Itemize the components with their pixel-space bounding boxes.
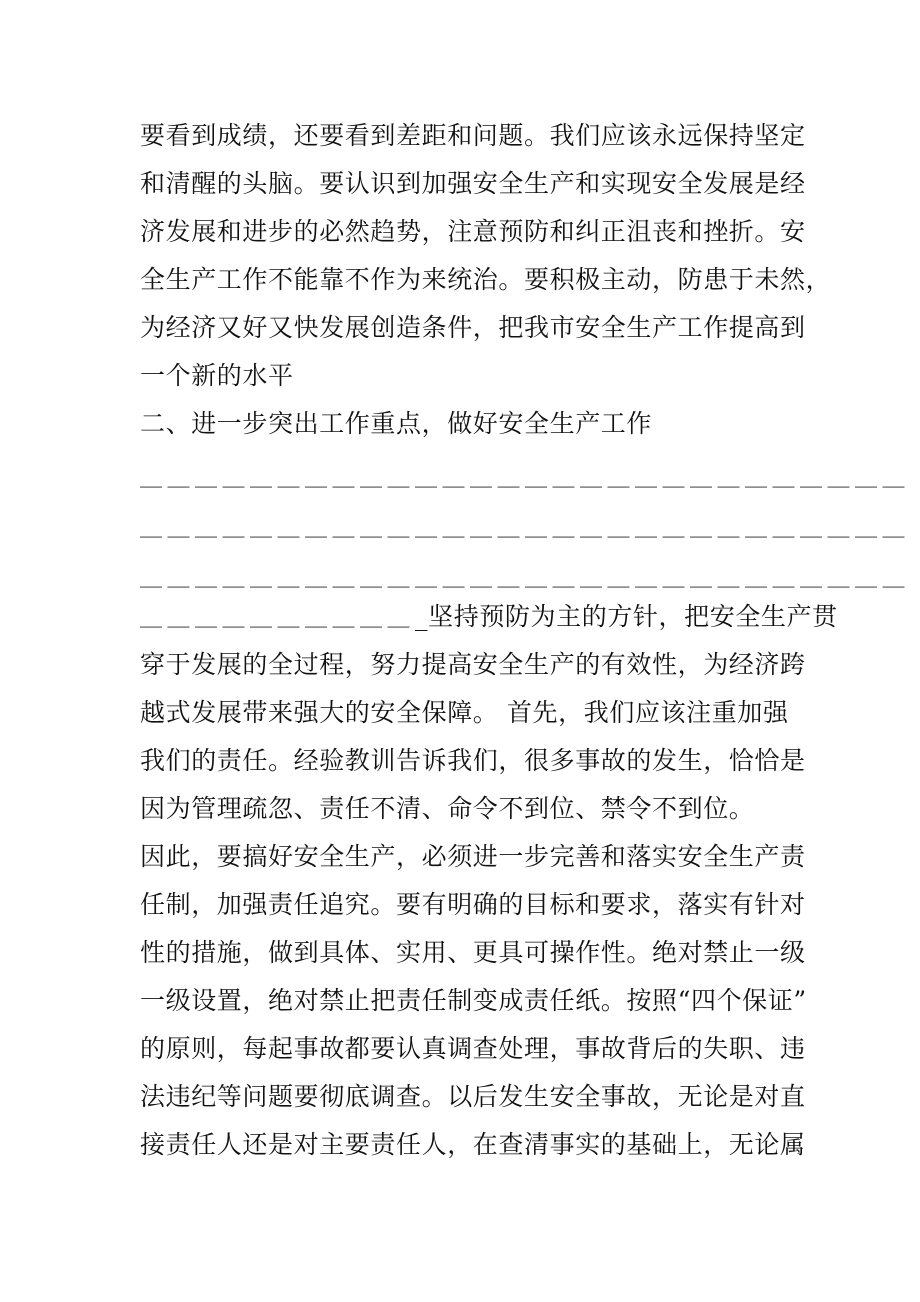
paragraph-line: 性的措施，做到具体、实用、更具可操作性。绝对禁止一级 <box>140 938 806 967</box>
paragraph-line: 的原则，每起事故都要认真调查处理，事故背后的失职、违 <box>140 1034 806 1063</box>
paragraph-line: 和清醒的头脑。要认识到加强安全生产和实现安全发展是经 <box>140 169 806 198</box>
blank-fill-line: ＿＿＿＿＿＿＿＿＿＿＿＿＿＿＿＿＿＿＿＿＿＿＿＿＿＿＿＿ <box>140 516 911 541</box>
paragraph-line: 全生产工作不能靠不作为来统治。要积极主动，防患于未然， <box>140 265 832 294</box>
paragraph-line: 越式发展带来强大的安全保障。 首先，我们应该注重加强 <box>140 698 789 727</box>
paragraph-line: 一级设置，绝对禁止把责任制变成责任纸。按照“四个保证” <box>140 986 807 1015</box>
paragraph-line: 接责任人还是对主要责任人，在查清事实的基础上，无论属 <box>140 1130 806 1159</box>
paragraph-line: 我们的责任。经验教训告诉我们，很多事故的发生，恰恰是 <box>140 746 806 775</box>
blank-fill-dashes: ＿＿＿＿＿＿＿＿＿＿ <box>140 606 416 631</box>
paragraph-line: 任制，加强责任追究。要有明确的目标和要求，落实有针对 <box>140 890 806 919</box>
paragraph-line: 因此，要搞好安全生产，必须进一步完善和落实安全生产责 <box>140 842 806 871</box>
paragraph-line: 因为管理疏忽、责任不清、命令不到位、禁令不到位。 <box>140 794 755 823</box>
blank-fill-line: ＿＿＿＿＿＿＿＿＿＿＿＿＿＿＿＿＿＿＿＿＿＿＿＿＿＿＿＿ <box>140 466 911 491</box>
paragraph-line: 穿于发展的全过程，努力提高安全生产的有效性，为经济跨 <box>140 650 806 679</box>
paragraph-line: 要看到成绩，还要看到差距和问题。我们应该永远保持坚定 <box>140 121 806 150</box>
section-heading: 二、进一步突出工作重点，做好安全生产工作 <box>140 409 653 438</box>
blank-fill-line: ＿＿＿＿＿＿＿＿＿＿＿＿＿＿＿＿＿＿＿＿＿＿＿＿＿＿＿＿ <box>140 566 911 591</box>
paragraph-line: 一个新的水平 <box>140 361 294 390</box>
paragraph-line: 济发展和进步的必然趋势，注意预防和纠正沮丧和挫折。安 <box>140 217 806 246</box>
mixed-line <box>140 600 838 634</box>
paragraph-text: _坚持预防为主的方针，把安全生产贯 <box>415 602 838 631</box>
paragraph-line: 为经济又好又快发展创造条件，把我市安全生产工作提高到 <box>140 313 806 342</box>
paragraph-line: 法违纪等问题要彻底调查。以后发生安全事故，无论是对直 <box>140 1082 806 1111</box>
